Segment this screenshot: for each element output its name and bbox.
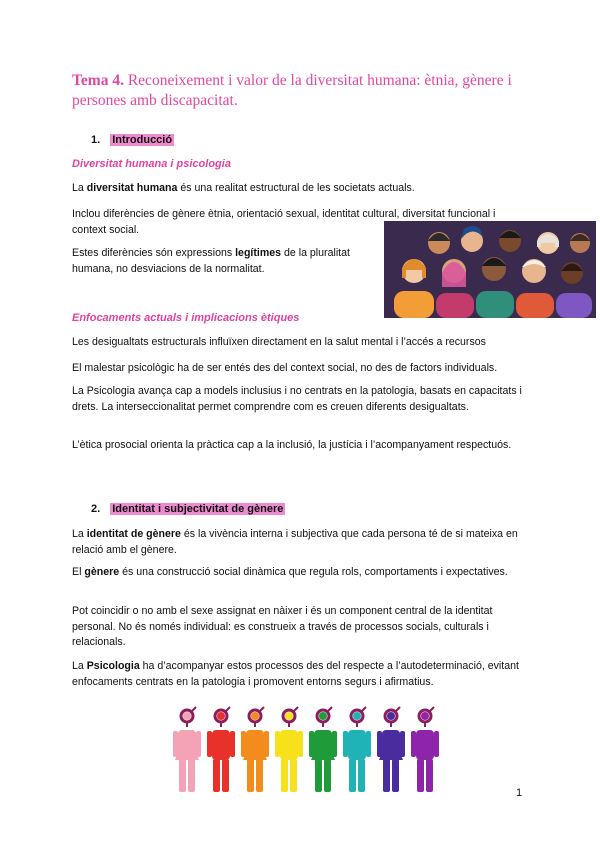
section-2-number: 2. (91, 503, 101, 515)
document-title (72, 71, 542, 111)
paragraph: La identitat de gènere és la vivència interna i subjectiva que cada persona té de si mateixa en relació amb el gènere. (72, 528, 518, 556)
bold-term: identitat de gènere (86, 528, 181, 540)
subheading-approaches: Enfocaments actuals i implicacions ètiques (72, 312, 300, 324)
paragraph: La Psicologia avança cap a models inclusius i no centrats en la patologia, basats en capacitats i drets. La interseccionalitat permet comprendre com es creuen diferents desigualtats. (72, 385, 522, 413)
paragraph: El gènere és una construcció social dinàmica que regula rols, comportaments i expectatives. (72, 566, 508, 578)
paragraph: El malestar psicològic ha de ser entés des del context social, no des de factors individuals. (72, 362, 498, 374)
title-tema: Tema 4. (72, 72, 124, 89)
paragraph: Les desigualtats estructurals influïxen directament en la salut mental i l’accés a recursos (72, 336, 486, 348)
person-figure (411, 707, 439, 792)
subheading-diversity: Diversitat humana i psicologia (72, 158, 231, 170)
section-1-number: 1. (91, 134, 101, 146)
paragraph: L’ètica prosocial orienta la pràctica cap a la inclusió, la justícia i l’acompanyament respectuós. (72, 439, 512, 451)
page-number: 1 (516, 787, 523, 799)
section-1-title: Introducció (112, 134, 173, 146)
bold-term: gènere (84, 566, 120, 578)
section-1-heading (91, 134, 174, 146)
person-figure (377, 707, 405, 792)
section-2-title: Identitat i subjectivitat de gènere (112, 503, 284, 515)
paragraph: Inclou diferències de gènere ètnia, orientació sexual, identitat cultural, diversitat funcional i context social. (72, 208, 496, 236)
person-figure (275, 707, 303, 792)
paragraph: La Psicologia ha d’acompanyar estos processos des del respecte a l’autodeterminació, evitant enfocaments centrats en la patologia i promovent entorns segurs i afirmatius. (72, 660, 519, 688)
paragraph: Pot coincidir o no amb el sexe assignat en nàixer i és un component central de la identitat personal. No és només individual: es construeix a través de processos socials, culturals i relacionals. (72, 605, 493, 648)
bold-term: legítimes (235, 247, 282, 259)
title-text: Reconeixement i valor de la diversitat humana: ètnia, gènere i persones amb discapacitat. (72, 72, 512, 109)
gender-symbols-figures-illustration (170, 706, 442, 794)
person-figure (309, 707, 337, 792)
person-figure (207, 707, 235, 792)
bold-term: diversitat humana (86, 182, 178, 194)
person-figure (241, 707, 269, 792)
diverse-people-illustration (384, 221, 596, 318)
person-figure (343, 707, 371, 792)
paragraph: La diversitat humana és una realitat estructural de les societats actuals. (72, 182, 415, 194)
bold-term: Psicologia (86, 660, 140, 672)
paragraph: Estes diferències són expressions legítimes de la pluralitat humana, no desviacions de la normalitat. (72, 247, 350, 275)
person-figure (173, 707, 201, 792)
section-2-heading (91, 503, 285, 515)
